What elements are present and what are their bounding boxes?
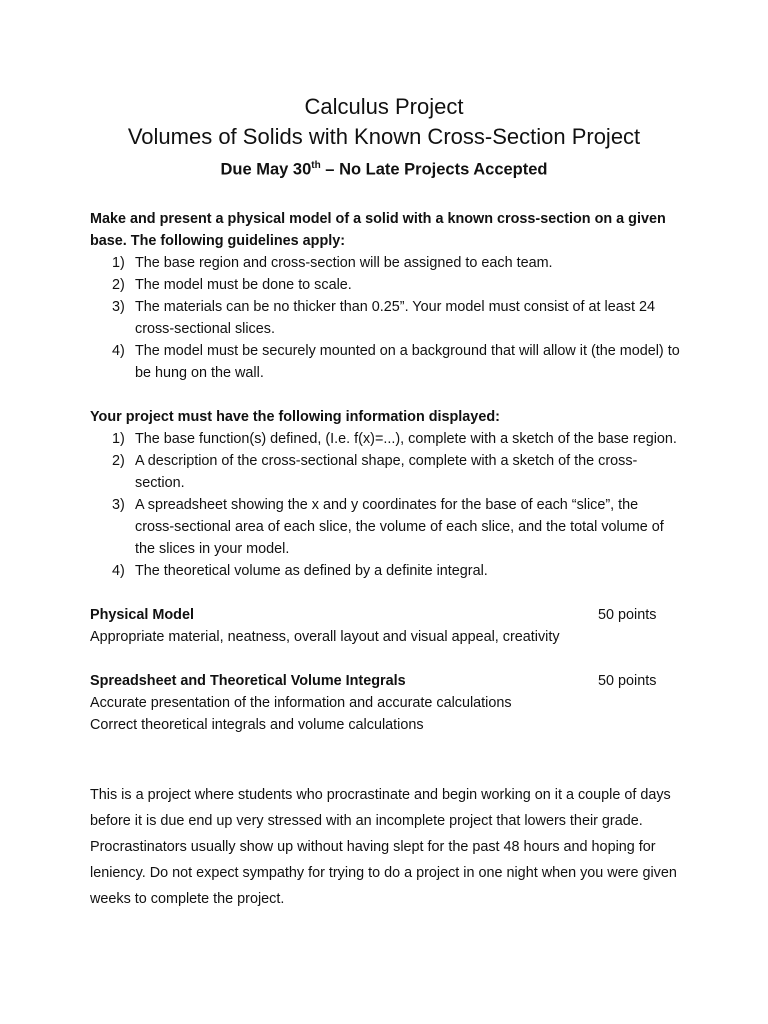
grading-points: 50 points: [598, 673, 657, 689]
closing-paragraph: This is a project where students who procrastinate and begin working on it a couple of days before it is due end up very stressed with an incomplete project that lowers their grade. Procrastinators usually show up without having slept for the past 48 hours and hoping for leniency. Do not expect sympathy for trying to do a project in one night when you were given weeks to complete the project.: [90, 787, 677, 907]
item-text: The theoretical volume as defined by a definite integral.: [135, 563, 488, 579]
item-text: The base region and cross-section will be assigned to each team.: [135, 255, 553, 271]
item-text: The model must be securely mounted on a background that will allow it (the model) to be hung on the wall.: [135, 343, 680, 381]
grading-description: Correct theoretical integrals and volume calculations: [90, 717, 424, 733]
display-list: [90, 428, 680, 582]
list-item: [90, 296, 680, 340]
item-text: A spreadsheet showing the x and y coordinates for the base of each “slice”, the cross-sectional area of each slice, the volume of each slice, and the total volume of the slices in your model.: [135, 497, 664, 557]
page-subtitle: Volumes of Solids with Known Cross-Section Project: [127, 124, 641, 149]
list-item: [90, 560, 680, 582]
item-text: The materials can be no thicker than 0.25”. Your model must consist of at least 24 cross-sectional slices.: [135, 299, 655, 337]
grading-heading: Physical Model: [90, 607, 194, 623]
item-number: 4): [112, 343, 125, 359]
item-text: A description of the cross-sectional shape, complete with a sketch of the cross-section.: [135, 453, 638, 491]
list-item: [90, 494, 680, 560]
list-item: [90, 340, 680, 384]
item-text: The model must be done to scale.: [135, 277, 352, 293]
item-number: 4): [112, 563, 125, 579]
grading-heading: Spreadsheet and Theoretical Volume Integrals: [90, 673, 406, 689]
grading-points: 50 points: [598, 607, 657, 623]
list-item: [90, 274, 680, 296]
list-item: [90, 252, 680, 274]
item-number: 2): [112, 453, 125, 469]
due-date: [0, 154, 768, 182]
item-number: 1): [112, 431, 125, 447]
grading-row-physical: [90, 604, 680, 626]
grading-description: Appropriate material, neatness, overall layout and visual appeal, creativity: [90, 629, 560, 645]
body-content: [90, 208, 680, 736]
list-item: [90, 450, 680, 494]
display-intro: Your project must have the following information displayed:: [90, 409, 500, 425]
due-superscript: th: [311, 160, 321, 171]
spacer: [90, 582, 680, 604]
spacer: [90, 648, 680, 670]
item-number: 1): [112, 255, 125, 271]
guidelines-intro: Make and present a physical model of a solid with a known cross-section on a given base. The following guidelines apply:: [90, 211, 666, 249]
due-suffix: – No Late Projects Accepted: [320, 160, 548, 179]
item-number: 3): [112, 497, 125, 513]
guidelines-list: [90, 252, 680, 384]
item-number: 2): [112, 277, 125, 293]
spacer: [90, 384, 680, 406]
title-block: [0, 92, 768, 182]
list-item: [90, 428, 680, 450]
page-title: Calculus Project: [304, 94, 464, 119]
grading-description: Accurate presentation of the information and accurate calculations: [90, 695, 512, 711]
item-number: 3): [112, 299, 125, 315]
grading-row-spreadsheet: [90, 670, 680, 692]
item-text: The base function(s) defined, (I.e. f(x)=...), complete with a sketch of the base region.: [135, 431, 677, 447]
due-prefix: Due May 30: [220, 160, 312, 179]
